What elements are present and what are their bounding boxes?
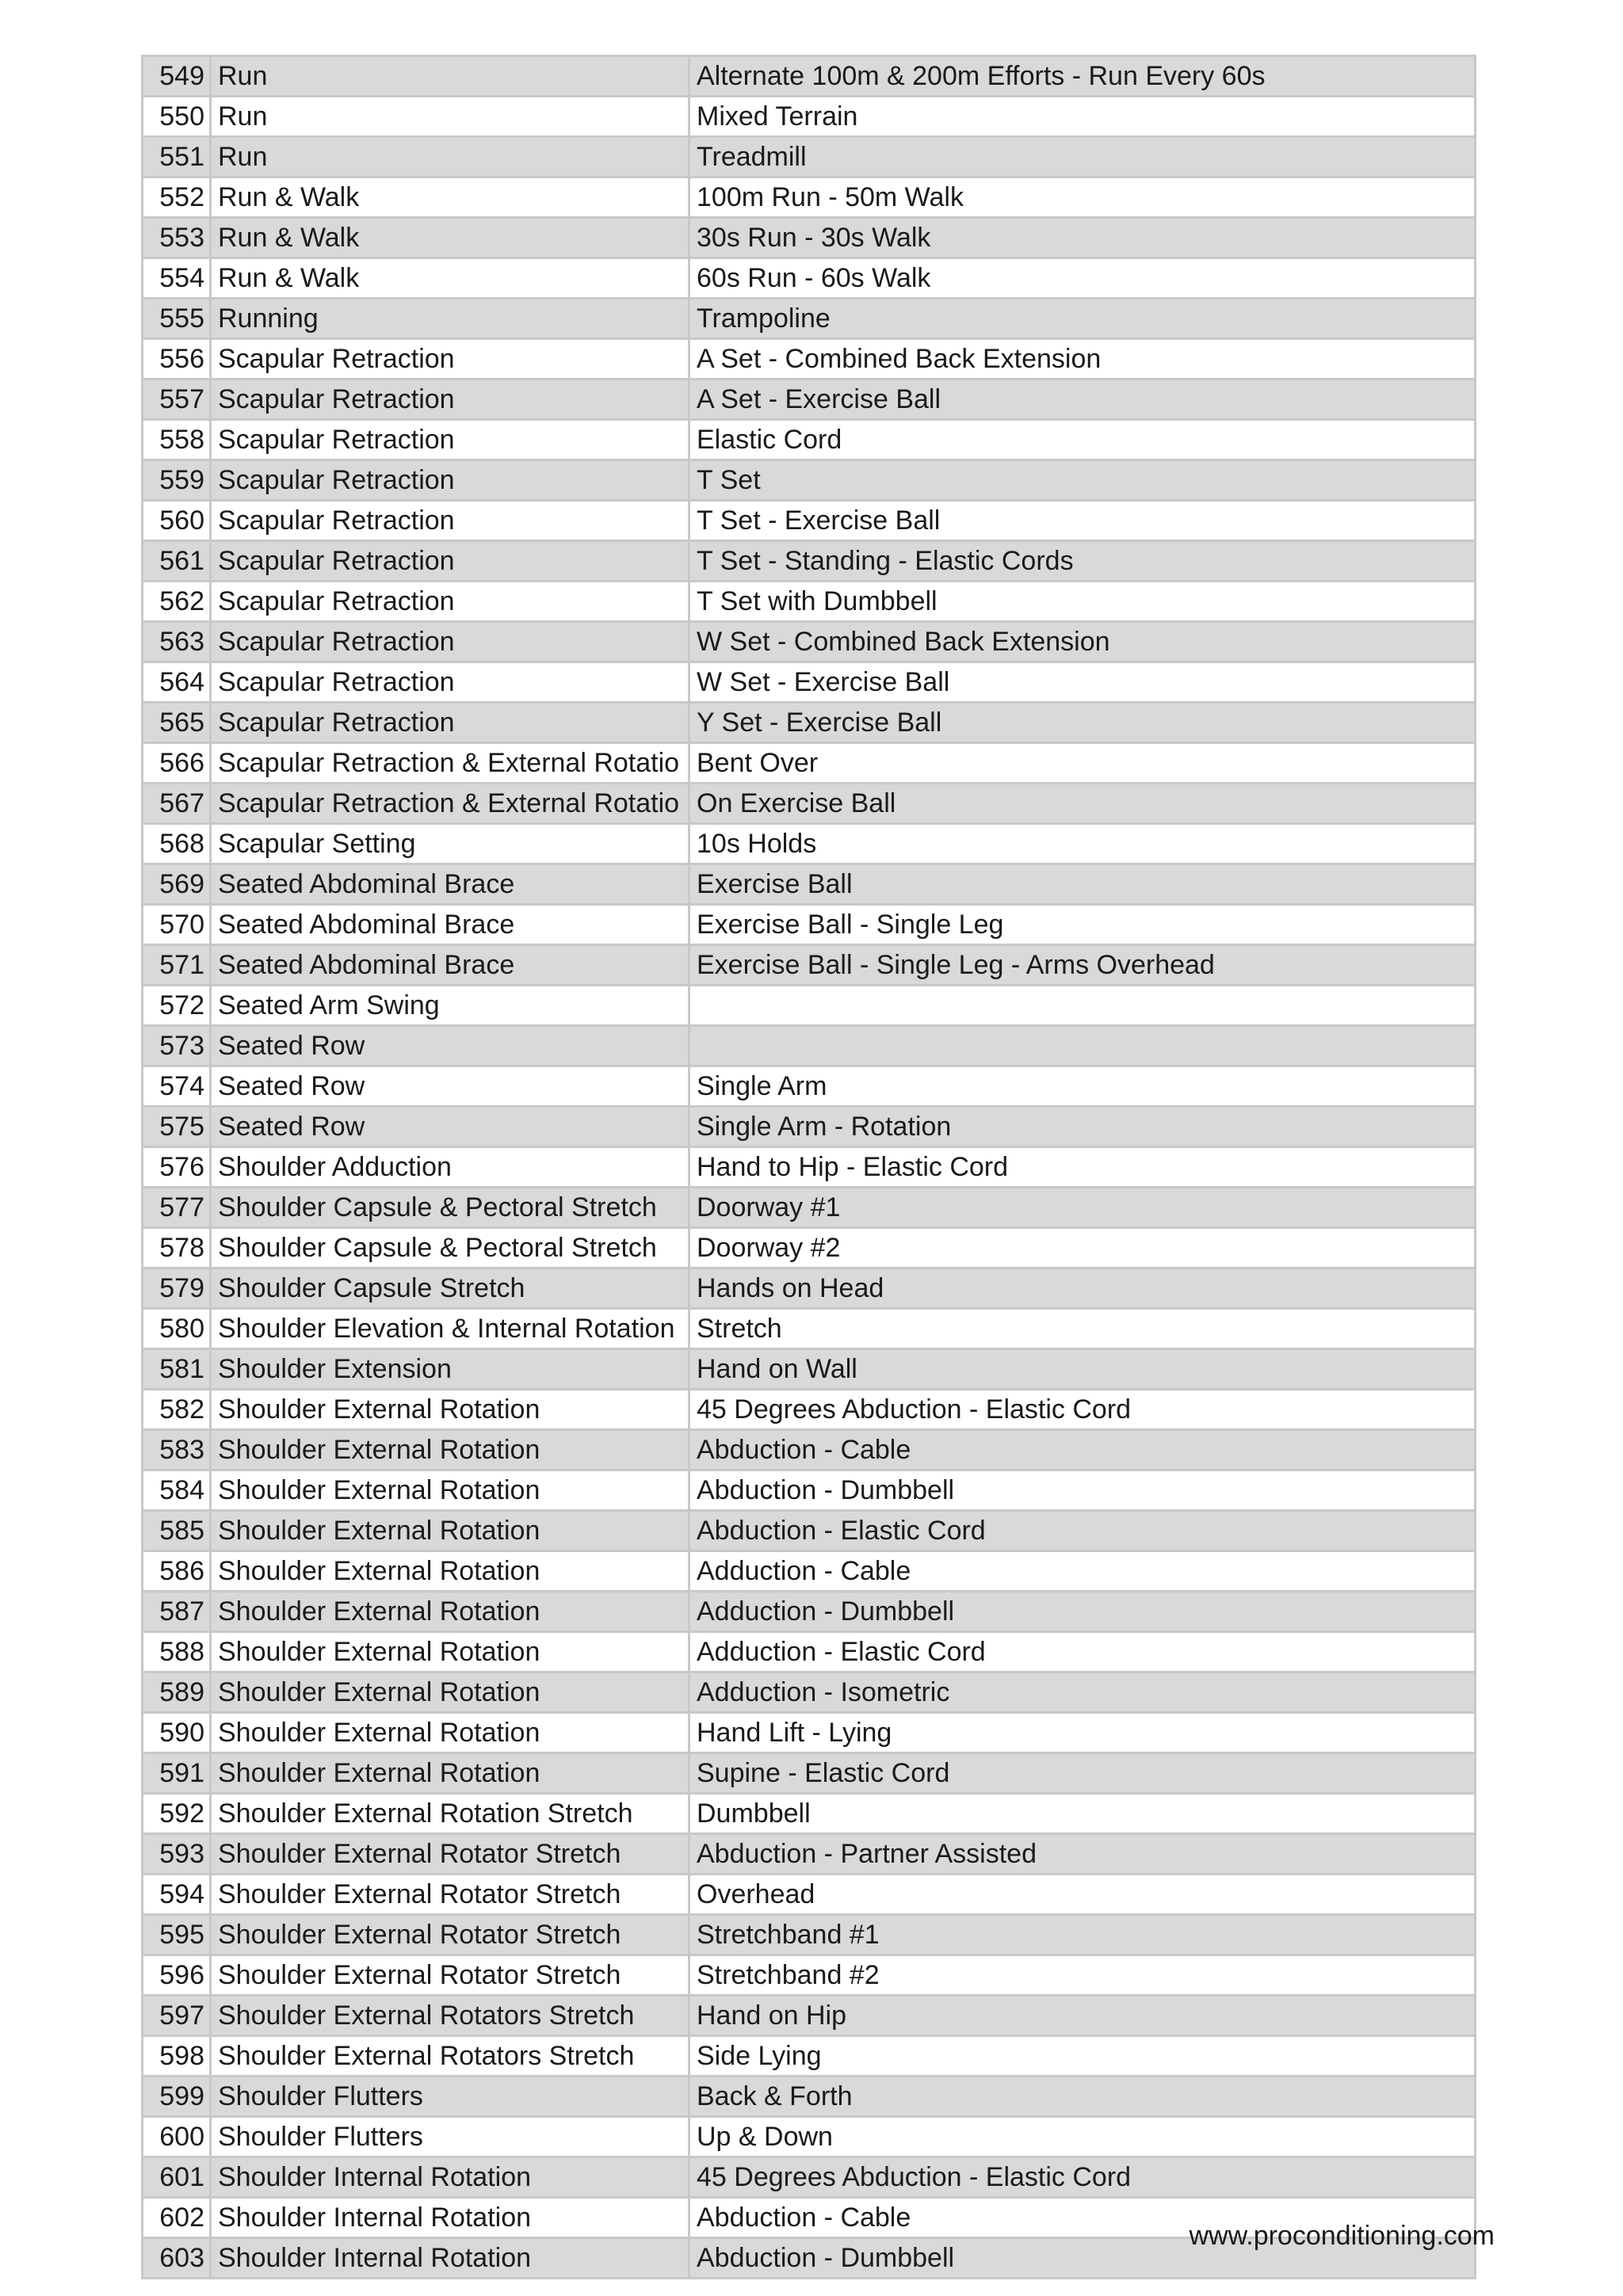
exercise-name-cell: Shoulder External Rotation [211, 1430, 689, 1470]
variation-cell: Hand on Hip [689, 1996, 1476, 2036]
table-row [143, 1228, 1476, 1268]
exercise-name-cell: Run [211, 56, 689, 97]
variation-cell: Side Lying [689, 2036, 1476, 2077]
variation-cell: Exercise Ball [689, 864, 1476, 905]
table-row [143, 1107, 1476, 1147]
table-row [143, 1268, 1476, 1309]
variation-cell: Bent Over [689, 743, 1476, 784]
variation-cell: Trampoline [689, 299, 1476, 339]
row-number-cell: 596 [143, 1955, 211, 1996]
exercise-name-cell: Shoulder External Rotator Stretch [211, 1915, 689, 1955]
variation-cell: Exercise Ball - Single Leg - Arms Overhead [689, 945, 1476, 986]
exercise-name-cell: Scapular Retraction [211, 501, 689, 541]
row-number-cell: 593 [143, 1834, 211, 1875]
exercise-name-cell: Shoulder External Rotation Stretch [211, 1794, 689, 1834]
row-number-cell: 550 [143, 97, 211, 137]
table-row [143, 1511, 1476, 1551]
row-number-cell: 565 [143, 703, 211, 743]
exercise-name-cell: Shoulder External Rotators Stretch [211, 2036, 689, 2077]
row-number-cell: 580 [143, 1309, 211, 1349]
row-number-cell: 586 [143, 1551, 211, 1592]
table-row [143, 2117, 1476, 2157]
row-number-cell: 598 [143, 2036, 211, 2077]
exercise-name-cell: Shoulder External Rotator Stretch [211, 1955, 689, 1996]
row-number-cell: 575 [143, 1107, 211, 1147]
table-row [143, 56, 1476, 97]
exercise-name-cell: Shoulder Elevation & Internal Rotation [211, 1309, 689, 1349]
table-row [143, 2036, 1476, 2077]
exercise-name-cell: Run & Walk [211, 218, 689, 258]
exercise-name-cell: Seated Abdominal Brace [211, 864, 689, 905]
exercise-name-cell: Shoulder External Rotators Stretch [211, 1996, 689, 2036]
table-row [143, 1996, 1476, 2036]
table-row [143, 1551, 1476, 1592]
row-number-cell: 587 [143, 1592, 211, 1632]
variation-cell: Hand Lift - Lying [689, 1713, 1476, 1753]
table-row [143, 905, 1476, 945]
row-number-cell: 579 [143, 1268, 211, 1309]
exercise-name-cell: Shoulder Internal Rotation [211, 2198, 689, 2238]
table-row [143, 420, 1476, 460]
footer-url: www.proconditioning.com [1189, 2221, 1495, 2251]
row-number-cell: 553 [143, 218, 211, 258]
row-number-cell: 551 [143, 137, 211, 177]
table-row [143, 137, 1476, 177]
exercise-name-cell: Shoulder Internal Rotation [211, 2157, 689, 2198]
variation-cell: Abduction - Dumbbell [689, 2238, 1476, 2279]
row-number-cell: 566 [143, 743, 211, 784]
variation-cell: Hands on Head [689, 1268, 1476, 1309]
exercise-name-cell: Run [211, 97, 689, 137]
table-row [143, 1147, 1476, 1188]
variation-cell: 10s Holds [689, 824, 1476, 864]
row-number-cell: 569 [143, 864, 211, 905]
variation-cell: Supine - Elastic Cord [689, 1753, 1476, 1794]
table-row [143, 2157, 1476, 2198]
exercise-name-cell: Scapular Retraction [211, 662, 689, 703]
table-row [143, 1672, 1476, 1713]
variation-cell: W Set - Exercise Ball [689, 662, 1476, 703]
exercise-name-cell: Scapular Retraction [211, 420, 689, 460]
exercise-name-cell: Shoulder External Rotation [211, 1390, 689, 1430]
row-number-cell: 552 [143, 177, 211, 218]
variation-cell: Single Arm [689, 1066, 1476, 1107]
exercise-name-cell: Shoulder External Rotation [211, 1511, 689, 1551]
table-row [143, 1026, 1476, 1066]
exercise-table [141, 55, 1476, 2279]
variation-cell: T Set with Dumbbell [689, 582, 1476, 622]
row-number-cell: 589 [143, 1672, 211, 1713]
exercise-name-cell: Shoulder External Rotation [211, 1672, 689, 1713]
table-row [143, 582, 1476, 622]
exercise-name-cell: Shoulder Capsule & Pectoral Stretch [211, 1188, 689, 1228]
row-number-cell: 555 [143, 299, 211, 339]
row-number-cell: 582 [143, 1390, 211, 1430]
table-row [143, 945, 1476, 986]
row-number-cell: 554 [143, 258, 211, 299]
row-number-cell: 576 [143, 1147, 211, 1188]
row-number-cell: 592 [143, 1794, 211, 1834]
row-number-cell: 581 [143, 1349, 211, 1390]
table-row [143, 460, 1476, 501]
table-row [143, 1834, 1476, 1875]
variation-cell: T Set - Exercise Ball [689, 501, 1476, 541]
variation-cell: Doorway #2 [689, 1228, 1476, 1268]
table-row [143, 1470, 1476, 1511]
table-row [143, 662, 1476, 703]
variation-cell: T Set [689, 460, 1476, 501]
variation-cell: Back & Forth [689, 2077, 1476, 2117]
row-number-cell: 562 [143, 582, 211, 622]
row-number-cell: 571 [143, 945, 211, 986]
exercise-name-cell: Seated Abdominal Brace [211, 905, 689, 945]
row-number-cell: 603 [143, 2238, 211, 2279]
table-row [143, 1955, 1476, 1996]
variation-cell: Exercise Ball - Single Leg [689, 905, 1476, 945]
variation-cell: Abduction - Dumbbell [689, 1470, 1476, 1511]
exercise-name-cell: Seated Row [211, 1107, 689, 1147]
row-number-cell: 561 [143, 541, 211, 582]
table-row [143, 379, 1476, 420]
table-row [143, 177, 1476, 218]
variation-cell: Adduction - Isometric [689, 1672, 1476, 1713]
exercise-name-cell: Seated Row [211, 1066, 689, 1107]
variation-cell [689, 986, 1476, 1026]
exercise-name-cell: Scapular Retraction [211, 379, 689, 420]
row-number-cell: 595 [143, 1915, 211, 1955]
exercise-name-cell: Shoulder External Rotator Stretch [211, 1834, 689, 1875]
variation-cell: Adduction - Cable [689, 1551, 1476, 1592]
table-row [143, 743, 1476, 784]
exercise-name-cell: Shoulder External Rotator Stretch [211, 1875, 689, 1915]
variation-cell: Y Set - Exercise Ball [689, 703, 1476, 743]
row-number-cell: 567 [143, 784, 211, 824]
exercise-name-cell: Shoulder External Rotation [211, 1632, 689, 1672]
table-row [143, 218, 1476, 258]
variation-cell: Abduction - Elastic Cord [689, 1511, 1476, 1551]
row-number-cell: 564 [143, 662, 211, 703]
variation-cell: Single Arm - Rotation [689, 1107, 1476, 1147]
table-row [143, 2077, 1476, 2117]
exercise-name-cell: Shoulder Capsule & Pectoral Stretch [211, 1228, 689, 1268]
exercise-name-cell: Shoulder Flutters [211, 2077, 689, 2117]
table-row [143, 1875, 1476, 1915]
variation-cell: Hand on Wall [689, 1349, 1476, 1390]
exercise-name-cell: Shoulder Internal Rotation [211, 2238, 689, 2279]
variation-cell: Adduction - Dumbbell [689, 1592, 1476, 1632]
variation-cell: Stretch [689, 1309, 1476, 1349]
row-number-cell: 600 [143, 2117, 211, 2157]
variation-cell: Elastic Cord [689, 420, 1476, 460]
table-row [143, 1713, 1476, 1753]
table-row [143, 1188, 1476, 1228]
exercise-name-cell: Shoulder External Rotation [211, 1592, 689, 1632]
variation-cell: W Set - Combined Back Extension [689, 622, 1476, 662]
row-number-cell: 572 [143, 986, 211, 1026]
exercise-name-cell: Scapular Setting [211, 824, 689, 864]
table-row [143, 986, 1476, 1026]
row-number-cell: 583 [143, 1430, 211, 1470]
exercise-name-cell: Scapular Retraction [211, 541, 689, 582]
table-row [143, 1390, 1476, 1430]
variation-cell: Doorway #1 [689, 1188, 1476, 1228]
exercise-name-cell: Seated Row [211, 1026, 689, 1066]
exercise-name-cell: Shoulder External Rotation [211, 1713, 689, 1753]
table-row [143, 1309, 1476, 1349]
row-number-cell: 585 [143, 1511, 211, 1551]
row-number-cell: 578 [143, 1228, 211, 1268]
row-number-cell: 568 [143, 824, 211, 864]
row-number-cell: 574 [143, 1066, 211, 1107]
variation-cell: A Set - Combined Back Extension [689, 339, 1476, 379]
table-row [143, 258, 1476, 299]
row-number-cell: 577 [143, 1188, 211, 1228]
table-row [143, 1430, 1476, 1470]
row-number-cell: 549 [143, 56, 211, 97]
row-number-cell: 584 [143, 1470, 211, 1511]
table-row [143, 864, 1476, 905]
row-number-cell: 558 [143, 420, 211, 460]
exercise-name-cell: Scapular Retraction & External Rotatio [211, 784, 689, 824]
row-number-cell: 588 [143, 1632, 211, 1672]
row-number-cell: 557 [143, 379, 211, 420]
variation-cell: 45 Degrees Abduction - Elastic Cord [689, 1390, 1476, 1430]
exercise-name-cell: Scapular Retraction [211, 339, 689, 379]
exercise-name-cell: Scapular Retraction [211, 460, 689, 501]
variation-cell: T Set - Standing - Elastic Cords [689, 541, 1476, 582]
exercise-name-cell: Scapular Retraction [211, 622, 689, 662]
table-row [143, 97, 1476, 137]
variation-cell: Mixed Terrain [689, 97, 1476, 137]
row-number-cell: 602 [143, 2198, 211, 2238]
table-row [143, 1794, 1476, 1834]
exercise-name-cell: Shoulder Capsule Stretch [211, 1268, 689, 1309]
variation-cell: Up & Down [689, 2117, 1476, 2157]
exercise-name-cell: Shoulder Adduction [211, 1147, 689, 1188]
table-row [143, 541, 1476, 582]
table-row [143, 1349, 1476, 1390]
table-row [143, 824, 1476, 864]
variation-cell: 60s Run - 60s Walk [689, 258, 1476, 299]
row-number-cell: 556 [143, 339, 211, 379]
row-number-cell: 594 [143, 1875, 211, 1915]
row-number-cell: 590 [143, 1713, 211, 1753]
table-row [143, 784, 1476, 824]
table-row [143, 1915, 1476, 1955]
exercise-name-cell: Scapular Retraction [211, 703, 689, 743]
row-number-cell: 597 [143, 1996, 211, 2036]
variation-cell: Alternate 100m & 200m Efforts - Run Every 60s [689, 56, 1476, 97]
variation-cell: Stretchband #2 [689, 1955, 1476, 1996]
exercise-name-cell: Run [211, 137, 689, 177]
row-number-cell: 599 [143, 2077, 211, 2117]
variation-cell: Treadmill [689, 137, 1476, 177]
variation-cell: Dumbbell [689, 1794, 1476, 1834]
row-number-cell: 560 [143, 501, 211, 541]
exercise-name-cell: Running [211, 299, 689, 339]
variation-cell: Abduction - Partner Assisted [689, 1834, 1476, 1875]
exercise-name-cell: Shoulder External Rotation [211, 1753, 689, 1794]
exercise-name-cell: Run & Walk [211, 177, 689, 218]
variation-cell [689, 1026, 1476, 1066]
variation-cell: 100m Run - 50m Walk [689, 177, 1476, 218]
table-row [143, 1632, 1476, 1672]
row-number-cell: 601 [143, 2157, 211, 2198]
row-number-cell: 570 [143, 905, 211, 945]
exercise-name-cell: Shoulder External Rotation [211, 1551, 689, 1592]
variation-cell: 30s Run - 30s Walk [689, 218, 1476, 258]
variation-cell: Stretchband #1 [689, 1915, 1476, 1955]
table-row [143, 1592, 1476, 1632]
table-row [143, 501, 1476, 541]
row-number-cell: 559 [143, 460, 211, 501]
variation-cell: Overhead [689, 1875, 1476, 1915]
variation-cell: Hand to Hip - Elastic Cord [689, 1147, 1476, 1188]
exercise-name-cell: Shoulder Flutters [211, 2117, 689, 2157]
table-row [143, 1753, 1476, 1794]
table-row [143, 1066, 1476, 1107]
exercise-name-cell: Shoulder Extension [211, 1349, 689, 1390]
table-row [143, 703, 1476, 743]
exercise-name-cell: Shoulder External Rotation [211, 1470, 689, 1511]
exercise-name-cell: Scapular Retraction [211, 582, 689, 622]
exercise-name-cell: Seated Arm Swing [211, 986, 689, 1026]
table-row [143, 339, 1476, 379]
exercise-name-cell: Seated Abdominal Brace [211, 945, 689, 986]
variation-cell: A Set - Exercise Ball [689, 379, 1476, 420]
exercise-name-cell: Run & Walk [211, 258, 689, 299]
variation-cell: Abduction - Cable [689, 1430, 1476, 1470]
variation-cell: Abduction - Cable [689, 2198, 1476, 2238]
variation-cell: On Exercise Ball [689, 784, 1476, 824]
exercise-table-body [143, 56, 1476, 2279]
variation-cell: Adduction - Elastic Cord [689, 1632, 1476, 1672]
exercise-name-cell: Scapular Retraction & External Rotatio [211, 743, 689, 784]
row-number-cell: 563 [143, 622, 211, 662]
row-number-cell: 591 [143, 1753, 211, 1794]
table-row [143, 299, 1476, 339]
row-number-cell: 573 [143, 1026, 211, 1066]
variation-cell: 45 Degrees Abduction - Elastic Cord [689, 2157, 1476, 2198]
table-row [143, 622, 1476, 662]
